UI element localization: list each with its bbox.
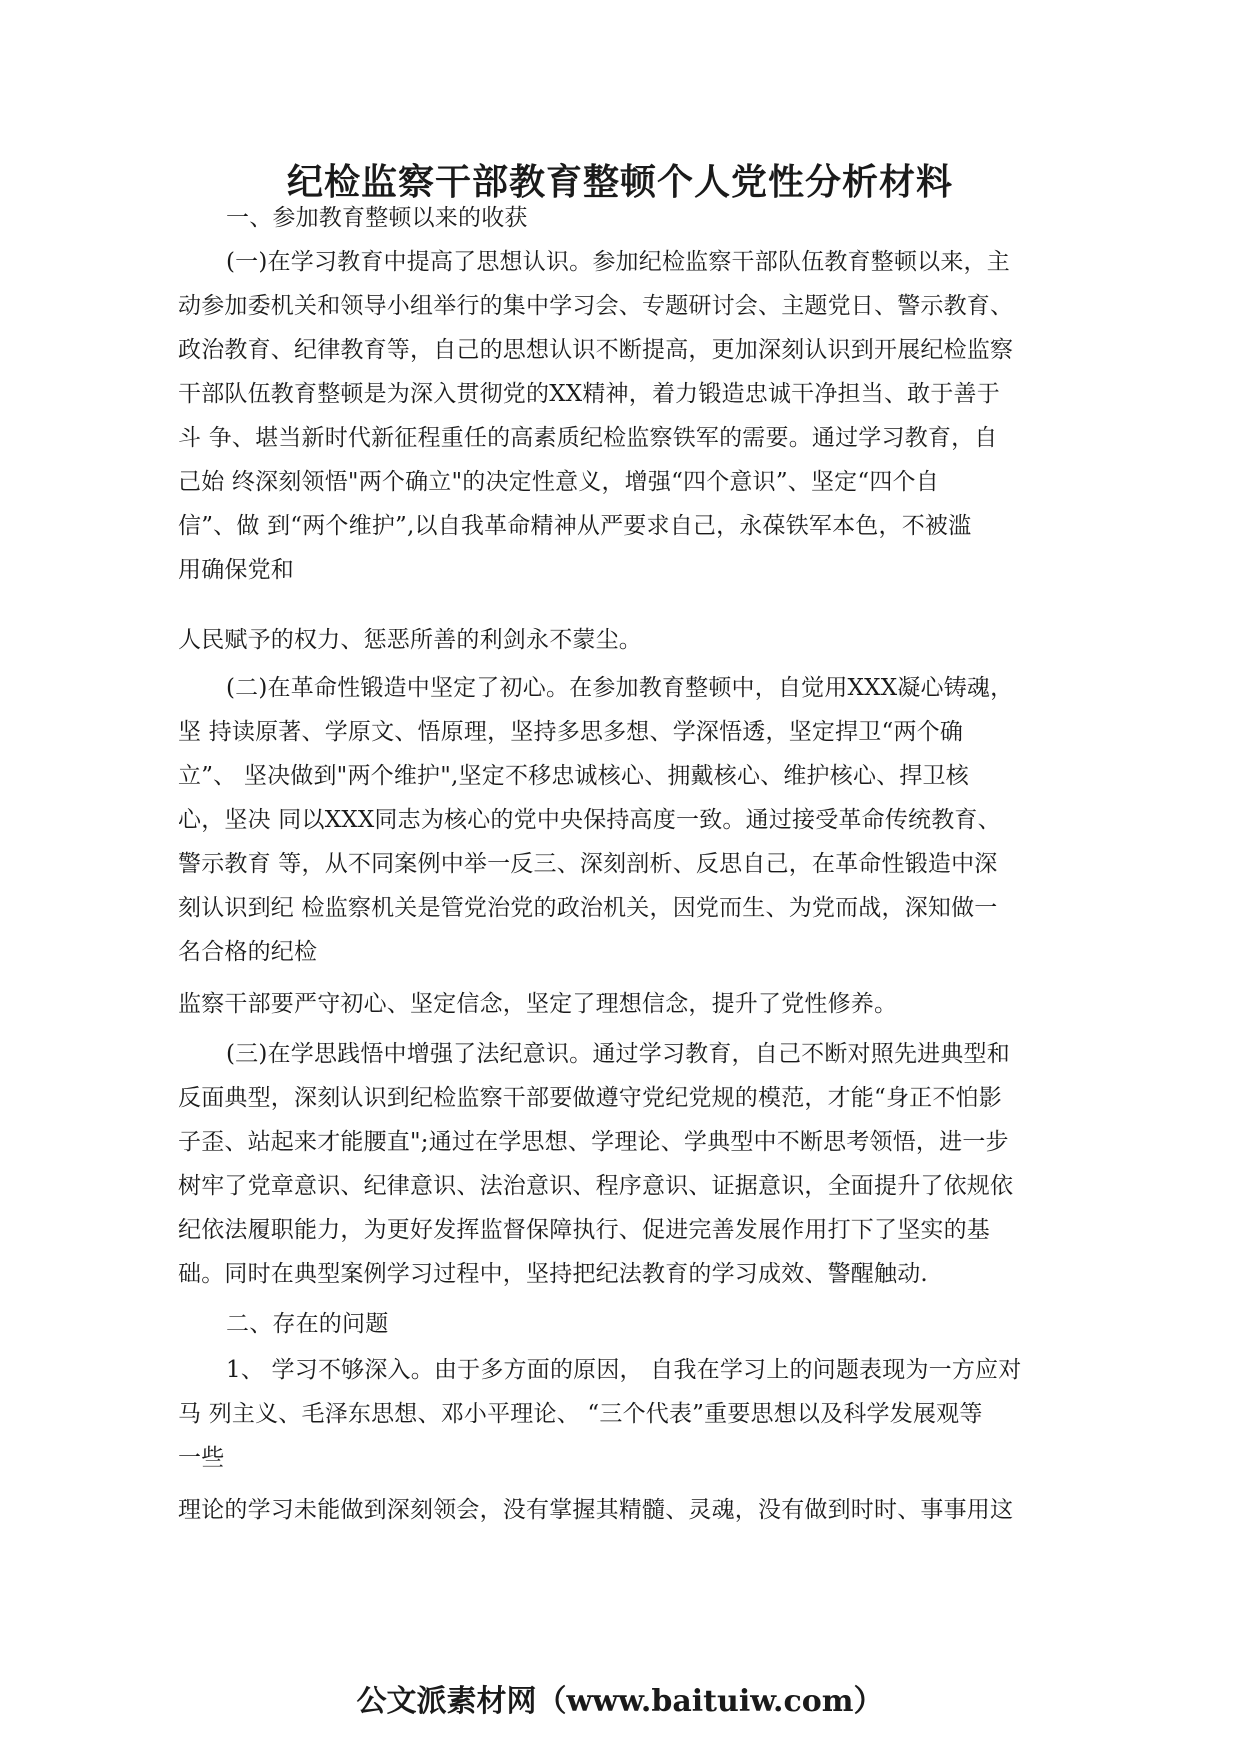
section-heading-2: 二、存在的问题: [226, 1311, 389, 1337]
paragraph-line: 己始 终深刻领悟"两个确立"的决定性意义，增强“四个意识”、坚定“四个自: [178, 469, 939, 495]
paragraph-line: 心，坚决 同以XXX同志为核心的党中央保持高度一致。通过接受革命传统教育、: [178, 807, 1001, 833]
paragraph-line: 马 列主义、毛泽东思想、邓小平理论、 “三个代表”重要思想以及科学发展观等: [178, 1401, 983, 1427]
paragraph-line: 用确保党和: [178, 557, 294, 583]
paragraph-line: 斗 争、堪当新时代新征程重任的高素质纪检监察铁军的需要。通过学习教育，自: [178, 425, 998, 451]
paragraph-line: 信”、做 到“两个维护”,以自我革命精神从严要求自己，永葆铁军本色，不被滥: [178, 513, 972, 539]
paragraph-line: 树牢了党章意识、纪律意识、法治意识、程序意识、证据意识，全面提升了依规依: [178, 1173, 1014, 1199]
paragraph-line: 1、 学习不够深入。由于多方面的原因， 自我在学习上的问题表现为一方应对: [226, 1357, 1022, 1383]
paragraph-line: 理论的学习未能做到深刻领会，没有掌握其精髓、灵魂，没有做到时时、事事用这: [178, 1497, 1014, 1523]
paragraph-line: 础。同时在典型案例学习过程中，坚持把纪法教育的学习成效、警醒触动.: [178, 1261, 928, 1287]
paragraph-line: 动参加委机关和领导小组举行的集中学习会、专题研讨会、主题党日、警示教育、: [178, 293, 1014, 319]
paragraph-line: 坚 持读原著、学原文、悟原理，坚持多思多想、学深悟透，坚定捍卫“两个确: [178, 719, 964, 745]
paragraph-line: 名合格的纪检: [178, 939, 318, 965]
paragraph-line: 立”、 坚决做到"两个维护",坚定不移忠诚核心、拥戴核心、维护核心、捍卫核: [178, 763, 969, 789]
paragraph-line: 人民赋予的权力、惩恶所善的利剑永不蒙尘。: [178, 627, 642, 653]
document-title: 纪检监察干部教育整顿个人党性分析材料: [286, 161, 953, 203]
paragraph-line: 干部队伍教育整顿是为深入贯彻党的XX精神，着力锻造忠诚干净担当、敢于善于: [178, 381, 1000, 407]
paragraph-line: 警示教育 等，从不同案例中举一反三、深刻剖析、反思自己，在革命性锻造中深: [178, 851, 998, 877]
paragraph-line: (一)在学习教育中提高了思想认识。参加纪检监察干部队伍教育整顿以来，主: [226, 249, 1010, 275]
paragraph-line: 刻认识到纪 检监察机关是管党治党的政治机关，因党而生、为党而战，深知做一: [178, 895, 998, 921]
paragraph-line: (二)在革命性锻造中坚定了初心。在参加教育整顿中，自觉用XXX凝心铸魂，: [226, 675, 1014, 701]
section-heading-1: 一、参加教育整顿以来的收获: [226, 205, 528, 231]
paragraph-line: 反面典型，深刻认识到纪检监察干部要做遵守党纪党规的模范，才能“身正不怕影: [178, 1085, 1002, 1111]
paragraph-line: (三)在学思践悟中增强了法纪意识。通过学习教育，自己不断对照先进典型和: [226, 1041, 1010, 1067]
paragraph-line: 一些: [178, 1445, 225, 1471]
paragraph-line: 纪依法履职能力，为更好发挥监督保障执行、促进完善发展作用打下了坚实的基: [178, 1217, 990, 1243]
paragraph-line: 政治教育、纪律教育等，自己的思想认识不断提高，更加深刻认识到开展纪检监察: [178, 337, 1014, 363]
watermark-footer: 公文派素材网（www.baituiw.com）: [356, 1684, 884, 1719]
paragraph-line: 子歪、站起来才能腰直";通过在学思想、学理论、学典型中不断思考领悟，进一步: [178, 1129, 1009, 1155]
paragraph-line: 监察干部要严守初心、坚定信念，坚定了理想信念，提升了党性修养。: [178, 991, 898, 1017]
